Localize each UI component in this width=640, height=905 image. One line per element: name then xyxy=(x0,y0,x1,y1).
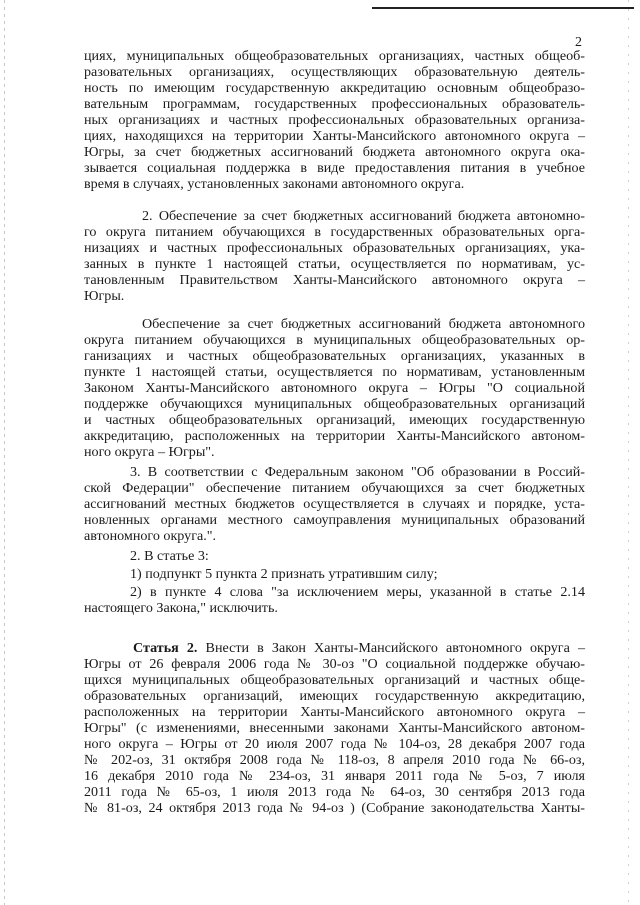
text-line: Югры" (с изменениями, внесенными законами Ханты-Мансийского автоном- xyxy=(84,720,585,736)
text-line: занных в пункте 1 настоящей статьи, осуществляется по нормативам, ус- xyxy=(84,256,585,272)
text-line: и частных общеобразовательных организаций, имеющих государственную xyxy=(84,412,585,428)
text-line: расположенных на территории Ханты-Мансийского автономного округа – xyxy=(84,704,585,720)
scan-edge-left xyxy=(4,0,5,905)
text-line: пункте 1 настоящей статьи, осуществляется по нормативам, установленным xyxy=(84,364,585,380)
text-line: Югры, за счет бюджетных ассигнований бюджета автономного округа ока- xyxy=(84,144,585,160)
text-line: циях, муниципальных общеобразовательных организациях, частных общеоб- xyxy=(84,48,585,64)
text-line: 16 декабря 2010 года № 234-оз, 31 января 2011 года № 5-оз, 7 июля xyxy=(84,768,585,784)
article-label: Статья 2. xyxy=(133,640,198,656)
text-line: ской Федерации" обеспечение питанием обучающихся за счет бюджетных xyxy=(84,480,585,496)
text-line: тановленным Правительством Ханты-Мансийского автономного округа – xyxy=(84,272,585,288)
text-line: 3. В соответствии с Федеральным законом "Об образовании в Россий- xyxy=(130,464,585,480)
text-line: ного округа – Югры от 20 июля 2007 года № 104-оз, 28 декабря 2007 года xyxy=(84,736,585,752)
text-line: № 202-оз, 31 октября 2008 года № 118-оз, 8 апреля 2010 года № 66-оз, xyxy=(84,752,585,768)
text-line: зывается социальная поддержка в виде предоставления питания в учебное xyxy=(84,160,585,176)
text-line: 2. Обеспечение за счет бюджетных ассигнований бюджета автономно- xyxy=(142,208,585,224)
text-line: го округа питанием обучающихся в государственных образовательных орга- xyxy=(84,224,585,240)
text-line: 2) в пункте 4 слова "за исключением меры, указанной в статье 2.14 xyxy=(130,584,585,600)
text-line: ганизациях и частных общеобразовательных организациях, указанных в xyxy=(84,348,585,364)
text-line: циях, находящихся на территории Ханты-Мансийского автономного округа – xyxy=(84,128,585,144)
scan-edge-right xyxy=(628,0,629,905)
text-line: аккредитацию, расположенных на территории Ханты-Мансийского автоном- xyxy=(84,428,585,444)
text-line: новленных органами местного самоуправления муниципальных образований xyxy=(84,512,585,528)
top-rule xyxy=(372,7,634,9)
text-line: ного округа – Югры". xyxy=(84,444,215,460)
text-line: 2011 года № 65-оз, 1 июля 2013 года № 64-оз, 30 сентября 2013 года xyxy=(84,784,585,800)
text-line: вательным программам, государственных профессиональных образователь- xyxy=(84,96,585,112)
text-line: Законом Ханты-Мансийского автономного округа – Югры "О социальной xyxy=(84,380,585,396)
text-line: настоящего Закона," исключить. xyxy=(84,600,278,616)
text-line: 1) подпункт 5 пункта 2 признать утратившим силу; xyxy=(130,566,438,582)
text-line: образовательных организаций, имеющих государственную аккредитацию, xyxy=(84,688,585,704)
text-line: разовательных организациях, осуществляющих образовательную деятель- xyxy=(84,64,585,80)
text-line: низациях и частных профессиональных образовательных организациях, ука- xyxy=(84,240,585,256)
text-line: ных организациях и частных профессиональных образовательных организа- xyxy=(84,112,585,128)
article-heading-line xyxy=(133,640,585,656)
text-line: ность по имеющим государственную аккредитацию основным общеобразо- xyxy=(84,80,585,96)
text-line: поддержке обучающихся муниципальных общеобразовательных организаций xyxy=(84,396,585,412)
text-line: Югры. xyxy=(84,288,125,304)
page-number: 2 xyxy=(575,35,582,50)
text-line: щихся муниципальных общеобразовательных организаций и частных обще- xyxy=(84,672,585,688)
text-line: Югры от 26 февраля 2006 года № 30-оз "О социальной поддержке обучаю- xyxy=(84,656,585,672)
text-line: ассигнований местных бюджетов осуществляется в случаях и порядке, уста- xyxy=(84,496,585,512)
text-line: Внести в Закон Ханты-Мансийского автономного округа – xyxy=(197,640,585,656)
text-line: округа питанием обучающихся в муниципальных общеобразовательных ор- xyxy=(84,332,585,348)
text-line: № 81-оз, 24 октября 2013 года № 94-оз ) (Собрание законодательства Ханты- xyxy=(84,800,585,816)
text-line: автономного округа.". xyxy=(84,528,217,544)
text-line: 2. В статье 3: xyxy=(130,548,209,564)
text-line: время в случаях, установленных законами автономного округа. xyxy=(84,176,465,192)
text-line: Обеспечение за счет бюджетных ассигнований бюджета автономного xyxy=(142,316,585,332)
